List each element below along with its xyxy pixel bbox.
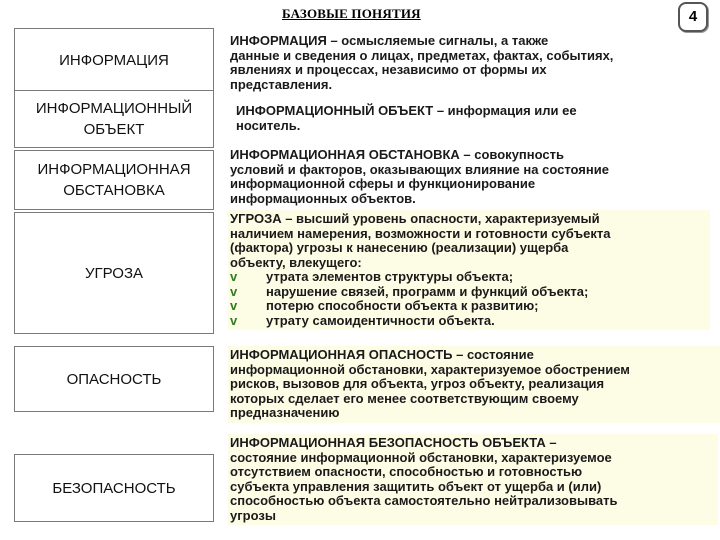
definition-line: явлениях и процессах, независимо от формы их — [230, 62, 547, 77]
list-item — [230, 299, 710, 314]
definition-line: представления. — [230, 76, 333, 92]
bullet-icon: v — [230, 283, 238, 299]
list-item-text: потерю способности объекта к развитию; — [266, 298, 539, 313]
term-information-label: ИНФОРМАЦИЯ — [59, 51, 169, 69]
definition-line: условий и факторов, оказывающих влияние на состояние — [230, 161, 609, 177]
definition-line: которых сделает его менее соответствующим своему — [230, 390, 579, 406]
term-information — [14, 28, 214, 92]
definition-line: рисков, вызовов для объекта, угроз объекту, реализация — [230, 376, 605, 391]
definition-line: УГРОЗА – высший уровень опасности, характеризуемый — [230, 211, 600, 226]
term-info-object-line1: ИНФОРМАЦИОННЫЙ — [35, 100, 193, 117]
definition-line: носитель. — [236, 117, 301, 133]
threat-consequences-list — [230, 270, 710, 328]
list-item — [230, 314, 710, 329]
term-threat — [14, 212, 214, 334]
page-title: БАЗОВЫЕ ПОНЯТИЯ — [282, 6, 421, 21]
definition-line: субъекта управления защитить объект от ущерба и (или) — [230, 478, 602, 494]
term-security — [14, 454, 214, 522]
definition-security — [228, 434, 718, 525]
definition-danger — [228, 346, 720, 423]
term-security-label: БЕЗОПАСНОСТЬ — [52, 479, 176, 497]
bullet-icon: v — [230, 312, 238, 328]
term-threat-label: УГРОЗА — [84, 264, 144, 282]
definition-line: объекту, влекущего: — [230, 254, 362, 270]
list-item-text: утрата элементов структуры объекта; — [266, 269, 514, 284]
term-info-environment-line2: ОБСТАНОВКА — [63, 182, 165, 199]
definition-information — [230, 34, 613, 92]
definition-line: отсутствием опасности, способностью и готовностью — [230, 464, 583, 479]
definition-line: (фактора) угрозы к нанесению (реализации) ущерба — [230, 240, 569, 255]
definition-line: информационной обстановки, характеризуемое обострением — [230, 361, 630, 377]
definition-info-object — [236, 104, 577, 133]
definition-line: состояние информационной обстановки, характеризуемое — [230, 449, 612, 465]
term-danger-label: ОПАСНОСТЬ — [66, 370, 162, 388]
term-info-environment — [14, 150, 214, 210]
list-item-text: утрату самоидентичности объекта. — [266, 312, 495, 328]
definition-threat — [228, 210, 710, 330]
definition-line: информационных объектов. — [230, 190, 416, 206]
term-info-environment-line1: ИНФОРМАЦИОННАЯ — [37, 161, 191, 178]
definition-line: ИНФОРМАЦИОННАЯ ОПАСНОСТЬ – состояние — [230, 347, 534, 362]
bullet-icon: v — [230, 269, 238, 284]
definition-info-environment — [230, 148, 609, 206]
definition-line: способностью объекта самостоятельно нейтрализовывать — [230, 493, 618, 508]
definition-line: ИНФОРМАЦИОННАЯ ОБСТАНОВКА – совокупность — [230, 147, 564, 162]
definition-line: ИНФОРМАЦИОННЫЙ ОБЪЕКТ – информация или ее — [236, 103, 577, 118]
definition-line: ИНФОРМАЦИЯ – осмысляемые сигналы, а также — [230, 33, 549, 48]
definition-line: угрозы — [230, 507, 276, 523]
list-item-text: нарушение связей, программ и функций объекта; — [266, 283, 589, 299]
definition-line: наличием намерения, возможности и готовности субъекта — [230, 225, 611, 241]
list-item — [230, 270, 710, 285]
term-danger — [14, 346, 214, 412]
term-info-object — [14, 90, 214, 148]
slide-number-badge: 4 — [678, 2, 708, 32]
definition-line: предназначению — [230, 405, 340, 420]
list-item — [230, 285, 710, 300]
definition-line: данные и сведения о лицах, предметах, фактах, событиях, — [230, 47, 614, 63]
definition-line: ИНФОРМАЦИОННАЯ БЕЗОПАСНОСТЬ ОБЪЕКТА – — [230, 435, 557, 450]
bullet-icon: v — [230, 298, 238, 313]
term-info-object-line2: ОБЪЕКТ — [83, 121, 145, 138]
definition-line: информационной сферы и функционирование — [230, 176, 536, 191]
